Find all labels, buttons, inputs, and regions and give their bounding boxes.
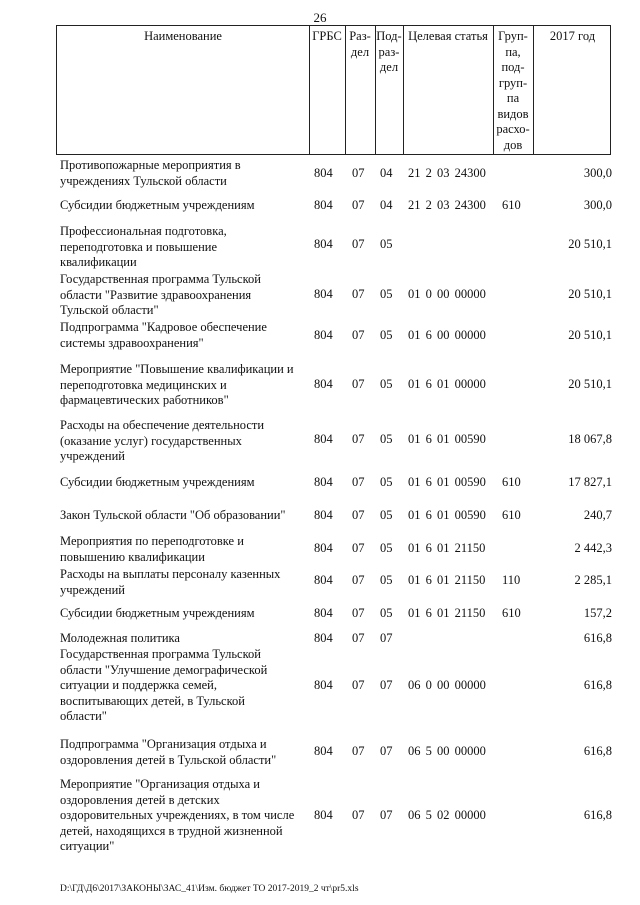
row-podrazdel: 05	[380, 508, 393, 522]
header-grbs	[309, 26, 345, 154]
header-grbs-label: ГРБС	[312, 29, 342, 43]
row-podrazdel: 07	[380, 808, 393, 822]
row-name: Подпрограмма "Организация отдыха и оздоровления детей в Тульской области"	[60, 737, 277, 767]
row-podrazdel: 05	[380, 475, 393, 489]
row-amount: 616,8	[583, 678, 612, 692]
row-group: 610	[502, 508, 521, 522]
header-name	[57, 26, 309, 154]
row-name: Мероприятие "Повышение квалификации и переподготовка медицинских и фармацевтических работников"	[60, 362, 294, 407]
row-grbs: 804	[314, 606, 333, 620]
row-target: 01 6 01 21150	[408, 573, 486, 587]
row-grbs: 804	[314, 328, 333, 342]
row-podrazdel: 05	[380, 606, 393, 620]
row-podrazdel: 05	[380, 237, 393, 251]
row-target: 01 6 01 00590	[408, 508, 486, 522]
header-podrazdel	[375, 26, 403, 154]
row-target: 01 6 01 00590	[408, 432, 486, 446]
row-razdel: 07	[352, 508, 365, 522]
row-name: Молодежная политика	[60, 631, 180, 645]
row-name: Расходы на выплаты персоналу казенных учреждений	[60, 567, 281, 597]
row-amount: 20 510,1	[568, 377, 612, 391]
row-group: 610	[502, 606, 521, 620]
row-target: 06 5 02 00000	[408, 808, 486, 822]
row-grbs: 804	[314, 287, 333, 301]
row-grbs: 804	[314, 432, 333, 446]
row-podrazdel: 07	[380, 744, 393, 758]
row-razdel: 07	[352, 631, 365, 645]
row-podrazdel: 05	[380, 287, 393, 301]
row-name: Мероприятия по переподготовке и повышению квалификации	[60, 534, 244, 564]
row-razdel: 07	[352, 744, 365, 758]
row-name: Субсидии бюджетным учреждениям	[60, 606, 255, 620]
row-target: 01 0 00 00000	[408, 287, 486, 301]
header-year	[533, 26, 612, 154]
row-razdel: 07	[352, 808, 365, 822]
row-amount: 18 067,8	[568, 432, 612, 446]
header-group-label: Груп- па, под- груп- па видов расхо- дов	[496, 29, 530, 152]
row-name: Расходы на обеспечение деятельности (оказание услуг) государственных учреждений	[60, 418, 265, 463]
row-grbs: 804	[314, 631, 333, 645]
table-header	[56, 25, 611, 155]
row-amount: 616,8	[583, 808, 612, 822]
header-year-label: 2017 год	[549, 29, 596, 43]
row-podrazdel: 05	[380, 573, 393, 587]
header-podrazdel-label: Под- раз- дел	[376, 29, 402, 74]
header-target	[403, 26, 493, 154]
row-amount: 300,0	[583, 198, 612, 212]
row-amount: 20 510,1	[568, 328, 612, 342]
row-razdel: 07	[352, 287, 365, 301]
footer-file-path: D:\ГД\Д6\2017\ЗАКОНЫ\ЗАС_41\Изм. бюджет ТО 2017-2019_2 чт\pr5.xls	[60, 884, 359, 894]
row-group: 610	[502, 475, 521, 489]
row-razdel: 07	[352, 198, 365, 212]
row-target: 01 6 00 00000	[408, 328, 486, 342]
row-amount: 20 510,1	[568, 237, 612, 251]
row-target: 21 2 03 24300	[408, 198, 486, 212]
row-razdel: 07	[352, 541, 365, 555]
row-podrazdel: 04	[380, 198, 393, 212]
header-razdel	[345, 26, 375, 154]
row-podrazdel: 05	[380, 328, 393, 342]
row-amount: 616,8	[583, 631, 612, 645]
row-amount: 240,7	[583, 508, 612, 522]
row-grbs: 804	[314, 678, 333, 692]
row-grbs: 804	[314, 573, 333, 587]
row-grbs: 804	[314, 198, 333, 212]
row-amount: 157,2	[583, 606, 612, 620]
row-podrazdel: 07	[380, 631, 393, 645]
row-name: Государственная программа Тульской области "Улучшение демографической ситуации и поддержка семей, воспитывающих детей, в Тульской области"	[60, 647, 268, 723]
row-target: 06 5 00 00000	[408, 744, 486, 758]
row-grbs: 804	[314, 166, 333, 180]
row-grbs: 804	[314, 541, 333, 555]
row-razdel: 07	[352, 166, 365, 180]
row-group: 110	[502, 573, 521, 587]
row-amount: 300,0	[583, 166, 612, 180]
row-grbs: 804	[314, 475, 333, 489]
page-number: 26	[313, 10, 327, 25]
row-amount: 616,8	[583, 744, 612, 758]
row-name: Субсидии бюджетным учреждениям	[60, 475, 255, 489]
row-podrazdel: 07	[380, 678, 393, 692]
row-amount: 17 827,1	[568, 475, 612, 489]
row-razdel: 07	[352, 606, 365, 620]
row-target: 01 6 01 00590	[408, 475, 486, 489]
row-amount: 2 442,3	[574, 541, 612, 555]
row-grbs: 804	[314, 508, 333, 522]
row-razdel: 07	[352, 237, 365, 251]
row-razdel: 07	[352, 432, 365, 446]
header-target-label: Целевая статья	[408, 29, 488, 43]
row-podrazdel: 05	[380, 377, 393, 391]
row-grbs: 804	[314, 808, 333, 822]
row-name: Профессиональная подготовка, переподготовка и повышение квалификации	[60, 224, 227, 269]
row-grbs: 804	[314, 237, 333, 251]
row-razdel: 07	[352, 573, 365, 587]
row-name: Государственная программа Тульской области "Развитие здравоохранения Тульской области"	[60, 272, 261, 317]
row-grbs: 804	[314, 744, 333, 758]
header-group	[493, 26, 533, 154]
row-razdel: 07	[352, 328, 365, 342]
row-razdel: 07	[352, 678, 365, 692]
row-razdel: 07	[352, 475, 365, 489]
row-grbs: 804	[314, 377, 333, 391]
header-name-label: Наименование	[144, 29, 222, 43]
row-podrazdel: 05	[380, 541, 393, 555]
row-target: 01 6 01 00000	[408, 377, 486, 391]
row-target: 06 0 00 00000	[408, 678, 486, 692]
row-name: Мероприятие "Организация отдыха и оздоровления детей в детских оздоровительных учреждениях, в том числе детей, находящихся в трудной жизненной ситуации"	[60, 777, 295, 853]
header-razdel-label: Раз- дел	[349, 29, 371, 59]
row-target: 21 2 03 24300	[408, 166, 486, 180]
row-amount: 20 510,1	[568, 287, 612, 301]
row-target: 01 6 01 21150	[408, 541, 486, 555]
row-name: Закон Тульской области "Об образовании"	[60, 508, 286, 522]
row-podrazdel: 04	[380, 166, 393, 180]
row-target: 01 6 01 21150	[408, 606, 486, 620]
row-podrazdel: 05	[380, 432, 393, 446]
row-name: Субсидии бюджетным учреждениям	[60, 198, 255, 212]
row-group: 610	[502, 198, 521, 212]
row-name: Подпрограмма "Кадровое обеспечение системы здравоохранения"	[60, 320, 267, 350]
row-amount: 2 285,1	[574, 573, 612, 587]
row-razdel: 07	[352, 377, 365, 391]
row-name: Противопожарные мероприятия в учреждениях Тульской области	[60, 158, 241, 188]
